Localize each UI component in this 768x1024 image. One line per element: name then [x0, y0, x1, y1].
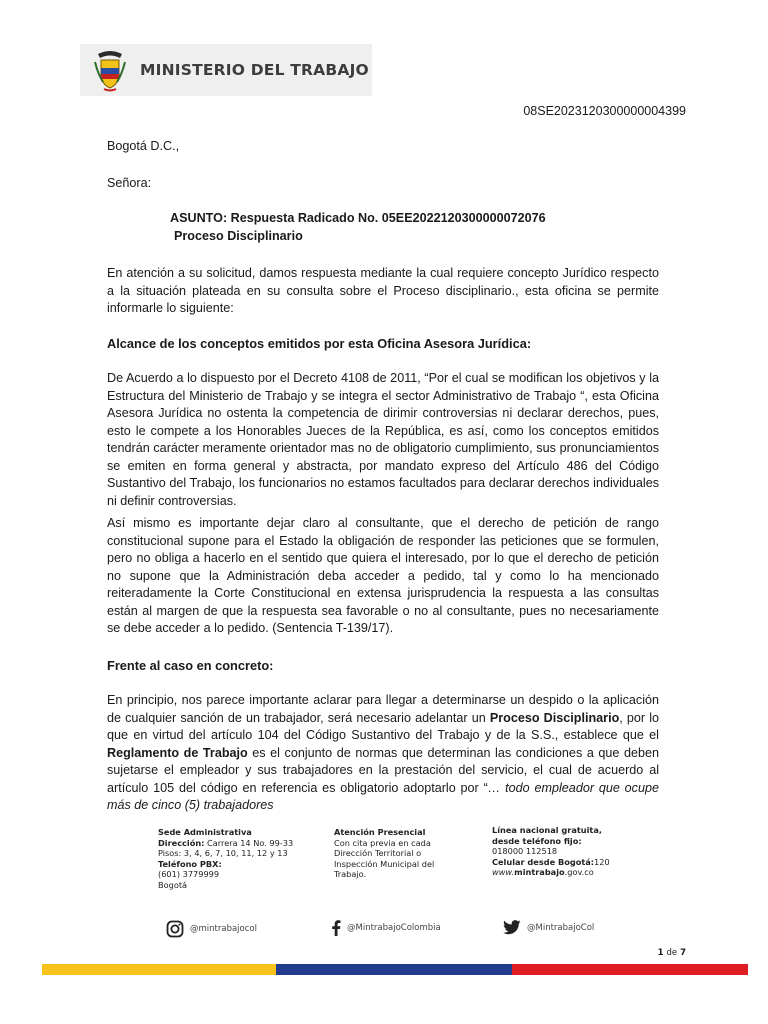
linea-title-2: desde teléfono fijo: — [492, 835, 582, 846]
telefono-label: Teléfono PBX: — [158, 858, 222, 869]
heading-caso: Frente al caso en concreto: — [107, 658, 274, 673]
salutation: Señora: — [107, 176, 152, 190]
asunto-line-2: Proceso Disciplinario — [174, 229, 303, 243]
web-suffix: .gov.co — [564, 867, 594, 877]
instagram-handle: @mintrabajocol — [190, 924, 257, 934]
caso-bold-proceso: Proceso Disciplinario — [489, 710, 620, 725]
linea-value: 018000 112518 — [492, 846, 558, 856]
telefono-value: (601) 3779999 — [158, 869, 220, 879]
heading-alcance: Alcance de los conceptos emitidos por esta Oficina Asesora Jurídica: — [107, 336, 532, 351]
direccion-value: Carrera 14 No. 99-33 — [207, 837, 294, 848]
page-current: 1 — [657, 948, 664, 958]
atencion-title: Atención Presencial — [334, 827, 426, 837]
flag-stripe-yellow — [42, 964, 276, 975]
instagram-link[interactable] — [166, 920, 257, 938]
website-link[interactable] — [492, 867, 610, 878]
facebook-icon — [331, 920, 341, 936]
caso-text-3: es el conjunto de normas que determinan las condiciones a que deben sujetarse el empleador y sus trabajadores en la prestación del servicio, el cual de acuerdo al artículo 105 del código en referencia es obligatorio adoptarlo por “ — [107, 745, 659, 795]
caso-text-2: , por lo que en virtud del artículo 104 del Código Sustantivo del Trabajo y de la S.S., establece que el — [107, 710, 660, 742]
paragraph-peticion: Así mismo es importante dejar claro al consultante, que el derecho de petición de rango constitucional supone para el Estado la obligación de responder las peticiones que se formulen, pero no obliga a hacerlo en el sentido que quiera el interesado, por lo que el derecho de petición no supone que la Administración deba acceder a pedido, tal y como lo ha mencionado reiteradamente la Corte Constitucional en extensa jurisprudencia la respuesta a las consultas están al margen de que la respuesta sea favorable o no al consultante, pues no necesariamente se debe acceder a lo pedido. (Sentencia T-139/17). — [107, 516, 659, 635]
paragraph-caso — [107, 692, 659, 815]
caso-italic-quote: … todo empleador que ocupe más de cinco (5) trabajadores — [107, 780, 659, 812]
footer-sede — [158, 827, 293, 890]
intro-paragraph: En atención a su solicitud, damos respuesta mediante la cual requiere concepto Jurídico respecto a la situación plateada en su consulta sobre el Proceso disciplinario., esta oficina se permite informarle lo siguiente: — [107, 266, 659, 315]
caso-bold-reglamento: Reglamento de Trabajo — [107, 745, 248, 760]
city-line: Bogotá D.C., — [107, 139, 180, 153]
facebook-handle: @MintrabajoColombia — [347, 923, 441, 933]
web-bold: mintrabajo — [514, 867, 565, 877]
paragraph-alcance: De Acuerdo a lo dispuesto por el Decreto 4108 de 2011, “Por el cual se modifican los objetivos y la Estructura del Ministerio de Trabajo y se integra el sector Administrativo de Trabajo “, esta Oficina Asesora Jurídica no ostenta la competencia de dirimir controversias ni declarar derechos, pues, esto le compete a los Honorables Jueces de la República, es así, como los conceptos emitidos tendrán carácter meramente orientador mas no de obligatorio cumplimiento, sus pronunciamientos se emiten en forma general y abstracta, por mandato expreso del Artículo 486 del Código Sustantivo del Trabajo, los funcionarios no estamos facultados para declarar derechos individuales ni definir controversias. — [107, 371, 659, 508]
twitter-link[interactable] — [503, 920, 594, 935]
flag-stripe-blue — [276, 964, 512, 975]
sede-title: Sede Administrativa — [158, 827, 252, 837]
page-total: 7 — [680, 948, 686, 958]
web-prefix: www. — [492, 867, 515, 877]
footer-linea — [492, 825, 610, 878]
footer-atencion — [334, 827, 434, 880]
ciudad: Bogotá — [158, 879, 188, 890]
direccion-label: Dirección: — [158, 837, 205, 848]
coat-of-arms-icon — [92, 48, 128, 92]
linea-title-1: Línea nacional gratuita, — [492, 825, 602, 835]
asunto-line-1: ASUNTO: Respuesta Radicado No. 05EE2022120300000072076 — [170, 211, 546, 225]
facebook-link[interactable] — [331, 920, 441, 936]
flag-stripe-red — [512, 964, 748, 975]
atencion-line-1: Con cita previa en cada — [334, 837, 431, 848]
atencion-line-2: Dirección Territorial o — [334, 848, 422, 858]
twitter-handle: @MintrabajoCol — [527, 922, 595, 933]
celular-label: Celular desde Bogotá: — [492, 856, 595, 867]
instagram-icon — [166, 920, 184, 938]
ministry-logo — [80, 44, 372, 96]
caso-text-1: En principio, nos parece importante aclarar para llegar a determinarse un despido o la aplicación de cualquier sanción de un trabajador, será necesario adelantar un — [107, 693, 659, 725]
ministry-name: MINISTERIO DEL TRABAJO — [140, 61, 369, 79]
page-indicator — [658, 948, 686, 958]
twitter-icon — [503, 920, 521, 935]
atencion-line-3: Inspección Municipal del — [334, 858, 435, 869]
radicado-number: 08SE2023120300000004399 — [523, 104, 686, 118]
pisos: Pisos: 3, 4, 6, 7, 10, 11, 12 y 13 — [158, 848, 288, 858]
atencion-line-4: Trabajo. — [334, 869, 367, 879]
page-of: de — [666, 948, 678, 958]
celular-value: 120 — [594, 856, 610, 867]
